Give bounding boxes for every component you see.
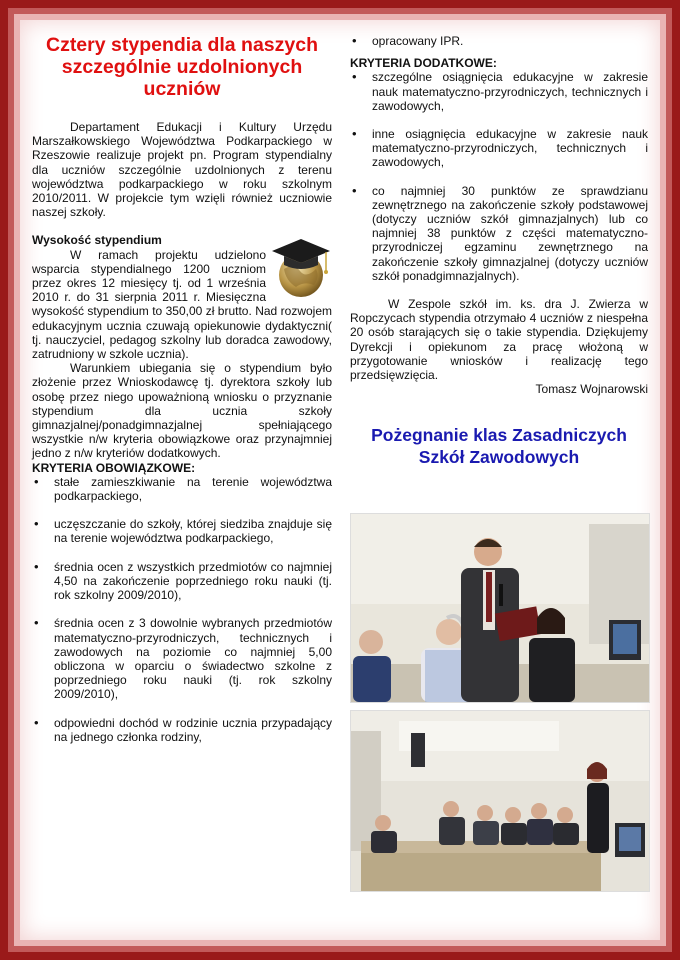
list-item: • szczególne osiągnięcia edukacyjne w zakresie nauk matematyczno-przyrodniczych, technicznych i zawodowych, <box>350 70 648 113</box>
list-item: • stałe zamieszkiwanie na terenie województwa podkarpackiego, <box>32 475 332 503</box>
photo-farewell-speech <box>350 513 650 703</box>
article2-title: Pożegnanie klas Zasadniczych Szkół Zawodowych <box>371 425 627 468</box>
graduation-cap-globe-icon <box>270 235 332 299</box>
list-item: • odpowiedni dochód w rodzinie ucznia przypadający na jednego członka rodziny, <box>32 716 332 744</box>
left-column <box>32 34 332 744</box>
additional-heading: KRYTERIA DODATKOWE: <box>350 56 497 71</box>
list-item: • średnia ocen z 3 dowolnie wybranych przedmiotów matematyczno-przyrodniczych, technicznych i zawodowych na poziomie co najmniej 5,00 obliczona w oparciu o świadectwo szkolne z poprzedniego roku nauki (tj. rok szkolny 2009/2010), <box>32 616 332 701</box>
author-signature: Tomasz Wojnarowski <box>535 382 648 397</box>
amount-paragraph: W ramach projektu udzielono wsparcia stypendialnego 1200 uczniom przez okres 12 miesięcy tj. od 1 września 2010 r. do 31 sierpnia 2011 r. Miesięczna wysokość stypendium to 350,00 zł brutto. Nad rozwojem edukacyjnym ucznia czuwają opiekunowie dydaktyczni( tj. nauczyciel, pedagog szkolny lub doradca zawodowy, zatrudniony w szkole ucznia). <box>32 247 332 362</box>
closing-paragraph: W Zespole szkół im. ks. dra J. Zwierza w Ropczycach stypendia otrzymało 4 uczniów z niespełna 20 osób starających się o takie stypendia. Dziękujemy Dyrekcji i opiekunom za pracę włożoną w przygotowanie wniosków i realizację tego przedsięwzięcia. <box>350 297 648 383</box>
amount-heading: Wysokość stypendium <box>32 233 162 248</box>
amount-section <box>32 233 332 361</box>
additional-list <box>350 70 648 283</box>
intro-paragraph: Departament Edukacji i Kultury Urzędu Marszałkowskiego Województwa Podkarpackiego w Rzeszowie realizuje projekt pn. Program stypendialny dla uczniów szczególnie uzdolnionych z terenu województwa podkarpackiego w roku szkolnym 2010/2011. W projekcie tym wzięli również uczniowie naszej szkoły. <box>32 120 332 220</box>
photo-farewell-ceremony <box>350 710 650 892</box>
list-item: • opracowany IPR. <box>350 34 648 48</box>
list-item: • co najmniej 30 punktów ze sprawdzianu zewnętrznego na zakończenie szkoły podstawowej (dotyczy uczniów szkół gimnazjalnych) lub co najmniej 38 punktów z części matematyczno-przyrodniczej egzaminu zewnętrznego na zakończenie szkoły gimnazjalnej (dotyczy uczniów szkół ponadgimnazjalnych). <box>350 184 648 283</box>
mandatory-list <box>32 475 332 744</box>
condition-paragraph: Warunkiem ubiegania się o stypendium było złożenie przez Wnioskodawcę tj. dyrektora szkoły lub osobę przez niego upoważnioną wniosku o przyznanie stypendium dla ucznia szkoły gimnazjalnej/ponadgimnazjalnej spełniającego wszystkie n/w kryteria obowiązkowe oraz przynajmniej jedno z n/w kryteriów dodatkowych. <box>32 361 332 461</box>
mandatory-heading: KRYTERIA OBOWIĄZKOWE: <box>32 460 196 475</box>
article-title: Cztery stypendia dla naszych szczególnie uzdolnionych uczniów <box>45 34 318 100</box>
list-item: • średnia ocen z wszystkich przedmiotów co najmniej 4,50 na zakończenie poprzedniego roku nauki (tj. rok szkolny 2009/2010), <box>32 560 332 603</box>
ipr-list <box>350 34 648 48</box>
list-item: • inne osiągnięcia edukacyjne w zakresie nauk matematyczno-przyrodniczych, technicznych i zawodowych, <box>350 127 648 170</box>
list-item: • uczęszczanie do szkoły, której siedziba znajduje się na terenie województwa podkarpackiego, <box>32 517 332 545</box>
right-column <box>350 34 648 468</box>
